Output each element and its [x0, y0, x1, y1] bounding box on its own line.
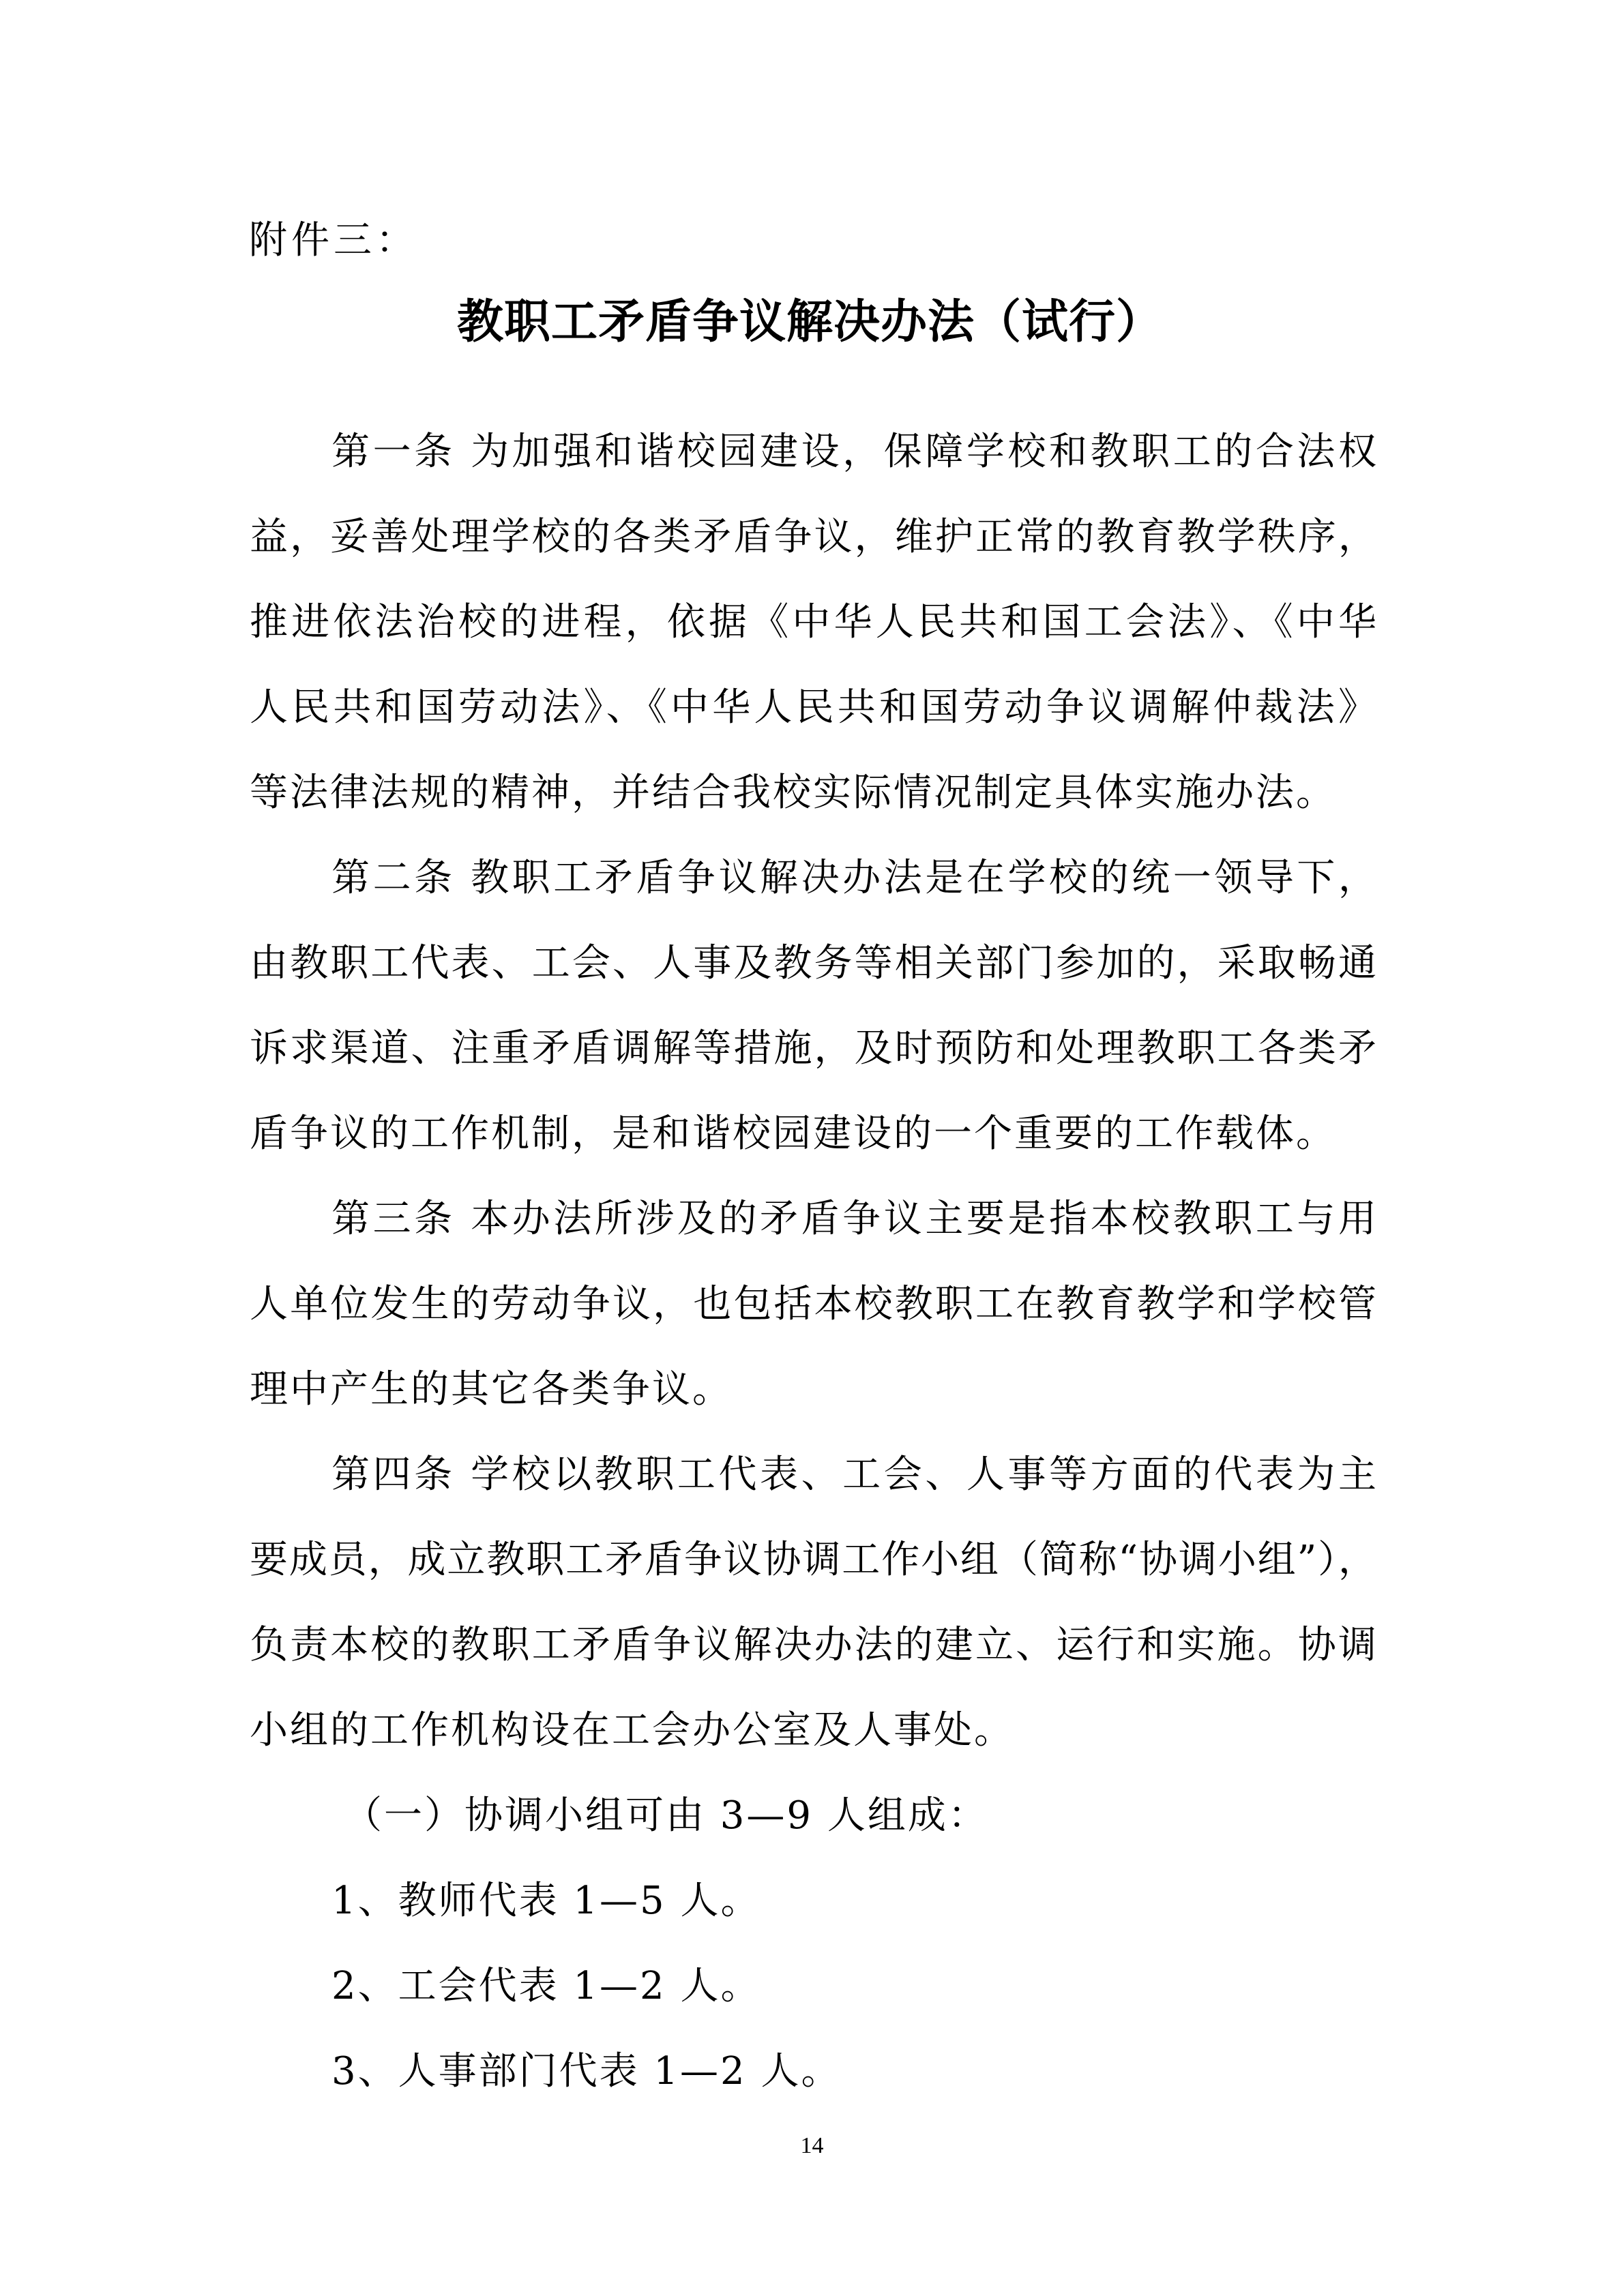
list-item-1: 1、教师代表 1—5 人。 [331, 1879, 761, 1923]
document-title [0, 280, 1624, 365]
attachment-label: 附件三： [249, 218, 418, 263]
list-item-2: 2、工会代表 1—2 人。 [331, 1964, 761, 2008]
article-4-line-1: 第四条 学校以教职工代表、工会、人事等方面的代表为主 [331, 1452, 1376, 1497]
article-3-line-3: 理中产生的其它各类争议。 [250, 1367, 733, 1412]
article-1-line-1: 第一条 为加强和谐校园建设，保障学校和教职工的合法权 [331, 430, 1376, 474]
article-2-line-2: 由教职工代表、工会、人事及教务等相关部门参加的，采取畅通 [250, 941, 1376, 985]
page-number: 14 [800, 2133, 824, 2158]
article-1-line-2: 益，妥善处理学校的各类矛盾争议，维护正常的教育教学秩序， [250, 515, 1376, 559]
clause-1-heading: （一）协调小组可由 3—9 人组成： [344, 1793, 988, 1838]
article-2-line-4: 盾争议的工作机制，是和谐校园建设的一个重要的工作载体。 [250, 1112, 1336, 1156]
document-title-text: 教职工矛盾争议解决办法（试行） [456, 295, 1163, 349]
list-item-3: 3、人事部门代表 1—2 人。 [331, 2049, 842, 2093]
document-body [250, 409, 1376, 2114]
article-2-line-1: 第二条 教职工矛盾争议解决办法是在学校的统一领导下， [331, 856, 1376, 900]
article-1-line-3: 推进依法治校的进程，依据《中华人民共和国工会法》、《中华 [250, 600, 1376, 644]
article-4-line-2: 要成员，成立教职工矛盾争议协调工作小组（简称“协调小组”）， [250, 1538, 1376, 1582]
article-4-line-3: 负责本校的教职工矛盾争议解决办法的建立、运行和实施。协调 [250, 1623, 1376, 1667]
article-2-line-3: 诉求渠道、注重矛盾调解等措施，及时预防和处理教职工各类矛 [250, 1026, 1376, 1071]
article-3-line-2: 人单位发生的劳动争议，也包括本校教职工在教育教学和学校管 [250, 1282, 1376, 1326]
article-4-line-4: 小组的工作机构设在工会办公室及人事处。 [250, 1708, 1014, 1753]
article-3-line-1: 第三条 本办法所涉及的矛盾争议主要是指本校教职工与用 [331, 1197, 1376, 1241]
article-1-line-4: 人民共和国劳动法》、《中华人民共和国劳动争议调解仲裁法》 [250, 685, 1376, 730]
article-1-line-5: 等法律法规的精神，并结合我校实际情况制定具体实施办法。 [250, 771, 1336, 815]
